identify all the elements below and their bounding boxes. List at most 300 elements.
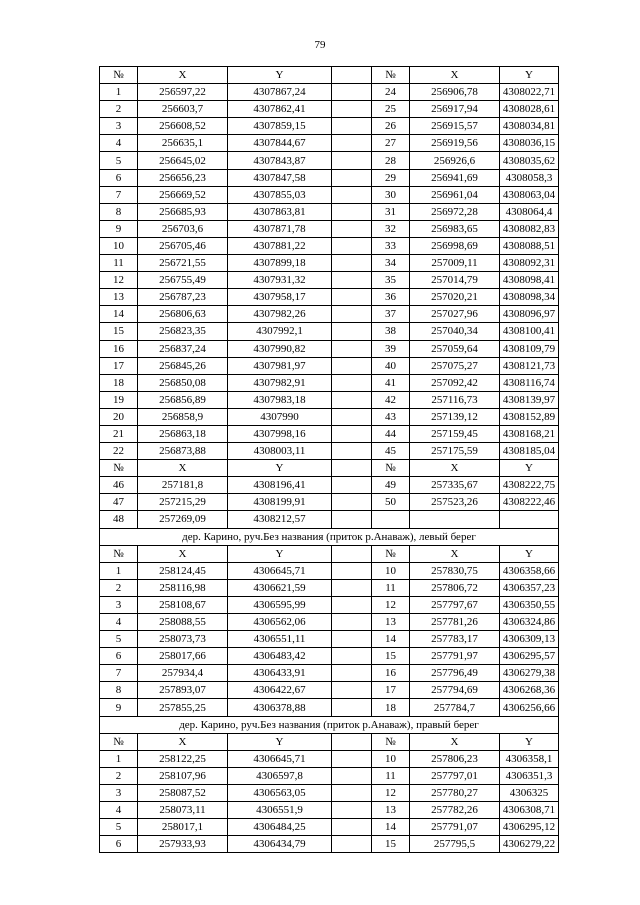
y-coordinate: 4307881,22	[228, 237, 332, 254]
x-coordinate: 257215,29	[138, 494, 228, 511]
y-coordinate: 4308098,34	[500, 289, 559, 306]
y-coordinate: 4307867,24	[228, 84, 332, 101]
point-number: 22	[100, 443, 138, 460]
point-number: 49	[372, 477, 410, 494]
y-coordinate: 4307958,17	[228, 289, 332, 306]
x-coordinate: 258073,11	[138, 802, 228, 819]
y-coordinate: 4308152,89	[500, 408, 559, 425]
x-coordinate: 258088,55	[138, 614, 228, 631]
x-coordinate: 256837,24	[138, 340, 228, 357]
point-number: 1	[100, 562, 138, 579]
point-number: 26	[372, 118, 410, 135]
point-number: 10	[372, 750, 410, 767]
gap-cell	[332, 67, 372, 84]
y-coordinate: 4306645,71	[228, 562, 332, 579]
y-coordinate: 4306484,25	[228, 819, 332, 836]
x-coordinate: 257797,67	[410, 596, 500, 613]
y-coordinate: 4308064,4	[500, 203, 559, 220]
x-coordinate: 257796,49	[410, 665, 500, 682]
table-row	[100, 255, 559, 272]
table-row	[100, 272, 559, 289]
section-title-row	[100, 528, 559, 545]
gap-cell	[332, 255, 372, 272]
x-coordinate: 256787,23	[138, 289, 228, 306]
gap-cell	[332, 272, 372, 289]
gap-cell	[332, 699, 372, 716]
x-coordinate: 257830,75	[410, 562, 500, 579]
num-header: №	[372, 67, 410, 84]
gap-cell	[332, 750, 372, 767]
x-header: X	[138, 545, 228, 562]
table-row	[100, 443, 559, 460]
point-number: 16	[372, 665, 410, 682]
x-coordinate: 257791,07	[410, 819, 500, 836]
y-coordinate: 4306358,1	[500, 750, 559, 767]
x-coordinate: 257781,26	[410, 614, 500, 631]
x-coordinate: 257092,42	[410, 374, 500, 391]
y-coordinate: 4308139,97	[500, 391, 559, 408]
y-coordinate: 4307931,32	[228, 272, 332, 289]
x-coordinate: 256917,94	[410, 101, 500, 118]
section-title: дер. Карино, руч.Без названия (приток р.Анаваж), левый берег	[100, 528, 559, 545]
point-number: 3	[100, 118, 138, 135]
x-coordinate: 257893,07	[138, 682, 228, 699]
x-coordinate: 256705,46	[138, 237, 228, 254]
y-coordinate: 4306551,11	[228, 631, 332, 648]
point-number: 8	[100, 203, 138, 220]
header-row	[100, 733, 559, 750]
x-coordinate: 258087,52	[138, 784, 228, 801]
gap-cell	[332, 511, 372, 528]
point-number: 13	[372, 802, 410, 819]
num-header: №	[100, 67, 138, 84]
table-row	[100, 767, 559, 784]
gap-cell	[332, 203, 372, 220]
point-number: 45	[372, 443, 410, 460]
y-coordinate: 4306595,99	[228, 596, 332, 613]
y-coordinate: 4308185,04	[500, 443, 559, 460]
y-coordinate: 4306295,12	[500, 819, 559, 836]
point-number: 8	[100, 682, 138, 699]
x-coordinate: 256645,02	[138, 152, 228, 169]
x-header: X	[410, 460, 500, 477]
gap-cell	[332, 237, 372, 254]
point-number: 1	[100, 750, 138, 767]
point-number: 36	[372, 289, 410, 306]
gap-cell	[332, 614, 372, 631]
x-coordinate: 257139,12	[410, 408, 500, 425]
gap-cell	[332, 425, 372, 442]
y-coordinate: 4308063,04	[500, 186, 559, 203]
x-coordinate: 257059,64	[410, 340, 500, 357]
y-header: Y	[500, 67, 559, 84]
table-row	[100, 699, 559, 716]
y-header: Y	[228, 67, 332, 84]
y-coordinate	[500, 511, 559, 528]
x-header: X	[410, 67, 500, 84]
gap-cell	[332, 596, 372, 613]
y-coordinate: 4308222,75	[500, 477, 559, 494]
table-row	[100, 425, 559, 442]
y-coordinate: 4306597,8	[228, 767, 332, 784]
y-coordinate: 4308121,73	[500, 357, 559, 374]
point-number: 6	[100, 169, 138, 186]
table-row	[100, 477, 559, 494]
x-coordinate: 256998,69	[410, 237, 500, 254]
point-number: 9	[100, 220, 138, 237]
point-number: 15	[372, 648, 410, 665]
gap-cell	[332, 733, 372, 750]
table-row	[100, 631, 559, 648]
gap-cell	[332, 357, 372, 374]
y-coordinate: 4307847,58	[228, 169, 332, 186]
table-row	[100, 750, 559, 767]
point-number: 2	[100, 579, 138, 596]
y-coordinate: 4308222,46	[500, 494, 559, 511]
x-coordinate: 256972,28	[410, 203, 500, 220]
gap-cell	[332, 306, 372, 323]
x-coordinate: 256961,04	[410, 186, 500, 203]
x-coordinate: 257027,96	[410, 306, 500, 323]
point-number: 25	[372, 101, 410, 118]
x-coordinate: 256823,35	[138, 323, 228, 340]
x-coordinate: 256721,55	[138, 255, 228, 272]
x-coordinate: 256845,26	[138, 357, 228, 374]
y-coordinate: 4306308,71	[500, 802, 559, 819]
x-coordinate: 256983,65	[410, 220, 500, 237]
y-coordinate: 4306378,88	[228, 699, 332, 716]
x-coordinate: 257181,8	[138, 477, 228, 494]
point-number: 15	[100, 323, 138, 340]
x-coordinate: 258017,66	[138, 648, 228, 665]
point-number: 3	[100, 784, 138, 801]
gap-cell	[332, 819, 372, 836]
point-number: 28	[372, 152, 410, 169]
y-coordinate: 4308022,71	[500, 84, 559, 101]
y-coordinate: 4306434,79	[228, 836, 332, 853]
point-number: 4	[100, 135, 138, 152]
point-number: 3	[100, 596, 138, 613]
gap-cell	[332, 340, 372, 357]
num-header: №	[372, 733, 410, 750]
x-coordinate: 257269,09	[138, 511, 228, 528]
y-coordinate: 4307899,18	[228, 255, 332, 272]
table-row	[100, 237, 559, 254]
table-row	[100, 84, 559, 101]
table-row	[100, 135, 559, 152]
gap-cell	[332, 648, 372, 665]
table-row	[100, 784, 559, 801]
x-coordinate: 258108,67	[138, 596, 228, 613]
x-coordinate: 256806,63	[138, 306, 228, 323]
x-coordinate: 256873,88	[138, 443, 228, 460]
x-coordinate: 256608,52	[138, 118, 228, 135]
point-number: 5	[100, 152, 138, 169]
x-coordinate: 256755,49	[138, 272, 228, 289]
section-title-row	[100, 716, 559, 733]
x-header: X	[410, 545, 500, 562]
point-number: 30	[372, 186, 410, 203]
table-row	[100, 203, 559, 220]
gap-cell	[332, 579, 372, 596]
point-number: 10	[100, 237, 138, 254]
point-number: 2	[100, 767, 138, 784]
table-row	[100, 562, 559, 579]
x-coordinate: 257791,97	[410, 648, 500, 665]
x-coordinate: 257797,01	[410, 767, 500, 784]
gap-cell	[332, 836, 372, 853]
x-coordinate: 257175,59	[410, 443, 500, 460]
x-coordinate: 256915,57	[410, 118, 500, 135]
x-coordinate: 256850,08	[138, 374, 228, 391]
y-coordinate: 4307982,91	[228, 374, 332, 391]
y-header: Y	[228, 545, 332, 562]
y-coordinate: 4306357,23	[500, 579, 559, 596]
point-number: 14	[372, 631, 410, 648]
x-coordinate: 257335,67	[410, 477, 500, 494]
gap-cell	[332, 220, 372, 237]
point-number: 42	[372, 391, 410, 408]
y-coordinate: 4307990	[228, 408, 332, 425]
x-coordinate: 256919,56	[410, 135, 500, 152]
x-coordinate: 256603,7	[138, 101, 228, 118]
y-header: Y	[228, 460, 332, 477]
num-header: №	[100, 460, 138, 477]
point-number: 35	[372, 272, 410, 289]
num-header: №	[372, 460, 410, 477]
y-coordinate: 4308116,74	[500, 374, 559, 391]
gap-cell	[332, 323, 372, 340]
gap-cell	[332, 408, 372, 425]
y-coordinate: 4308036,15	[500, 135, 559, 152]
x-coordinate: 256597,22	[138, 84, 228, 101]
x-coordinate: 256635,1	[138, 135, 228, 152]
point-number: 12	[372, 596, 410, 613]
x-header: X	[138, 460, 228, 477]
point-number: 16	[100, 340, 138, 357]
y-header: Y	[228, 733, 332, 750]
point-number: 48	[100, 511, 138, 528]
point-number: 12	[100, 272, 138, 289]
x-coordinate: 256856,89	[138, 391, 228, 408]
x-coordinate: 257783,17	[410, 631, 500, 648]
gap-cell	[332, 665, 372, 682]
y-coordinate: 4306433,91	[228, 665, 332, 682]
y-coordinate: 4306621,59	[228, 579, 332, 596]
table-row	[100, 819, 559, 836]
x-coordinate: 256941,69	[410, 169, 500, 186]
point-number: 43	[372, 408, 410, 425]
page-number: 79	[314, 39, 326, 51]
point-number: 32	[372, 220, 410, 237]
table-row	[100, 665, 559, 682]
x-coordinate: 256669,52	[138, 186, 228, 203]
x-coordinate: 257523,26	[410, 494, 500, 511]
point-number: 41	[372, 374, 410, 391]
gap-cell	[332, 460, 372, 477]
coordinates-table	[99, 66, 559, 853]
table-row	[100, 391, 559, 408]
header-row	[100, 67, 559, 84]
point-number: 7	[100, 186, 138, 203]
y-coordinate: 4306562,06	[228, 614, 332, 631]
y-header: Y	[500, 733, 559, 750]
y-coordinate: 4306483,42	[228, 648, 332, 665]
num-header: №	[100, 733, 138, 750]
point-number	[372, 511, 410, 528]
point-number: 14	[100, 306, 138, 323]
x-coordinate: 257020,21	[410, 289, 500, 306]
point-number: 37	[372, 306, 410, 323]
gap-cell	[332, 374, 372, 391]
x-coordinate: 257784,7	[410, 699, 500, 716]
gap-cell	[332, 784, 372, 801]
x-coordinate	[410, 511, 500, 528]
x-coordinate: 257159,45	[410, 425, 500, 442]
x-coordinate: 257795,5	[410, 836, 500, 853]
point-number: 11	[372, 767, 410, 784]
point-number: 18	[372, 699, 410, 716]
y-coordinate: 4306563,05	[228, 784, 332, 801]
x-coordinate: 258122,25	[138, 750, 228, 767]
gap-cell	[332, 289, 372, 306]
y-coordinate: 4308109,79	[500, 340, 559, 357]
x-coordinate: 257116,73	[410, 391, 500, 408]
point-number: 14	[372, 819, 410, 836]
point-number: 4	[100, 614, 138, 631]
y-coordinate: 4306295,57	[500, 648, 559, 665]
point-number: 11	[100, 255, 138, 272]
table-row	[100, 340, 559, 357]
gap-cell	[332, 802, 372, 819]
x-coordinate: 256685,93	[138, 203, 228, 220]
point-number: 47	[100, 494, 138, 511]
y-coordinate: 4306309,13	[500, 631, 559, 648]
table-row	[100, 802, 559, 819]
gap-cell	[332, 494, 372, 511]
table-row	[100, 186, 559, 203]
y-coordinate: 4306324,86	[500, 614, 559, 631]
point-number: 11	[372, 579, 410, 596]
y-coordinate: 4306350,55	[500, 596, 559, 613]
gap-cell	[332, 101, 372, 118]
y-coordinate: 4308088,51	[500, 237, 559, 254]
y-coordinate: 4306645,71	[228, 750, 332, 767]
y-coordinate: 4308034,81	[500, 118, 559, 135]
y-coordinate: 4307871,78	[228, 220, 332, 237]
gap-cell	[332, 118, 372, 135]
y-coordinate: 4306422,67	[228, 682, 332, 699]
point-number: 17	[372, 682, 410, 699]
gap-cell	[332, 562, 372, 579]
x-coordinate: 257806,72	[410, 579, 500, 596]
x-coordinate: 256906,78	[410, 84, 500, 101]
x-coordinate: 258116,98	[138, 579, 228, 596]
gap-cell	[332, 135, 372, 152]
table-row	[100, 614, 559, 631]
point-number: 44	[372, 425, 410, 442]
gap-cell	[332, 631, 372, 648]
point-number: 12	[372, 784, 410, 801]
y-coordinate: 4307992,1	[228, 323, 332, 340]
gap-cell	[332, 545, 372, 562]
num-header: №	[100, 545, 138, 562]
table-row	[100, 374, 559, 391]
point-number: 1	[100, 84, 138, 101]
y-coordinate: 4308196,41	[228, 477, 332, 494]
x-coordinate: 257794,69	[410, 682, 500, 699]
point-number: 17	[100, 357, 138, 374]
x-coordinate: 257855,25	[138, 699, 228, 716]
y-coordinate: 4308096,97	[500, 306, 559, 323]
point-number: 5	[100, 819, 138, 836]
x-header: X	[138, 733, 228, 750]
point-number: 27	[372, 135, 410, 152]
y-coordinate: 4308028,61	[500, 101, 559, 118]
section-title: дер. Карино, руч.Без названия (приток р.Анаваж), правый берег	[100, 716, 559, 733]
y-coordinate: 4308003,11	[228, 443, 332, 460]
y-coordinate: 4307983,18	[228, 391, 332, 408]
y-coordinate: 4308212,57	[228, 511, 332, 528]
table-row	[100, 357, 559, 374]
x-coordinate: 256703,6	[138, 220, 228, 237]
point-number: 10	[372, 562, 410, 579]
x-coordinate: 258124,45	[138, 562, 228, 579]
x-coordinate: 257933,93	[138, 836, 228, 853]
y-coordinate: 4307843,87	[228, 152, 332, 169]
gap-cell	[332, 391, 372, 408]
point-number: 21	[100, 425, 138, 442]
y-coordinate: 4308168,21	[500, 425, 559, 442]
point-number: 13	[372, 614, 410, 631]
y-coordinate: 4308058,3	[500, 169, 559, 186]
point-number: 38	[372, 323, 410, 340]
gap-cell	[332, 84, 372, 101]
point-number: 15	[372, 836, 410, 853]
point-number: 9	[100, 699, 138, 716]
x-coordinate: 257780,27	[410, 784, 500, 801]
x-coordinate: 256863,18	[138, 425, 228, 442]
y-coordinate: 4306325	[500, 784, 559, 801]
table-row	[100, 596, 559, 613]
point-number: 40	[372, 357, 410, 374]
point-number: 33	[372, 237, 410, 254]
header-row	[100, 460, 559, 477]
x-coordinate: 257075,27	[410, 357, 500, 374]
y-coordinate: 4308082,83	[500, 220, 559, 237]
table-row	[100, 118, 559, 135]
y-coordinate: 4307982,26	[228, 306, 332, 323]
x-coordinate: 257782,26	[410, 802, 500, 819]
y-coordinate: 4307998,16	[228, 425, 332, 442]
y-coordinate: 4307859,15	[228, 118, 332, 135]
y-coordinate: 4306268,36	[500, 682, 559, 699]
y-coordinate: 4307855,03	[228, 186, 332, 203]
x-coordinate: 258107,96	[138, 767, 228, 784]
table-row	[100, 648, 559, 665]
point-number: 39	[372, 340, 410, 357]
y-coordinate: 4308092,31	[500, 255, 559, 272]
point-number: 5	[100, 631, 138, 648]
gap-cell	[332, 152, 372, 169]
table-row	[100, 836, 559, 853]
x-coordinate: 258073,73	[138, 631, 228, 648]
y-coordinate: 4307981,97	[228, 357, 332, 374]
point-number: 6	[100, 648, 138, 665]
y-coordinate: 4306279,22	[500, 836, 559, 853]
point-number: 2	[100, 101, 138, 118]
point-number: 50	[372, 494, 410, 511]
